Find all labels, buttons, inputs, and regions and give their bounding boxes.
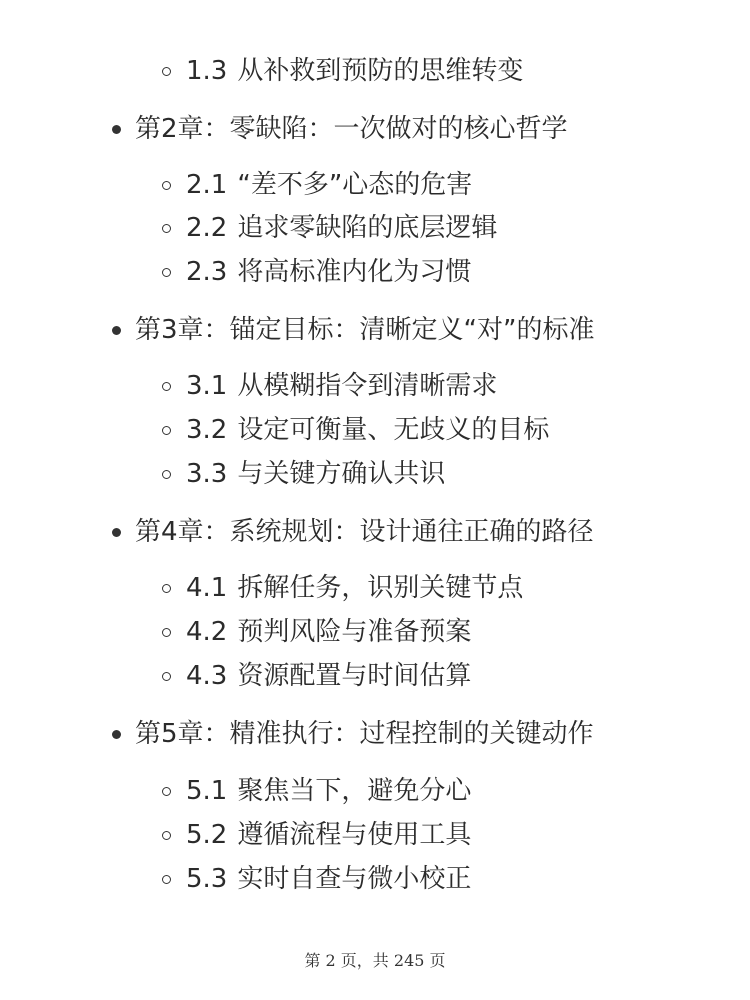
hollow-bullet-icon: [162, 831, 171, 840]
toc-section-5-2[interactable]: [162, 818, 471, 852]
toc-section-1-3[interactable]: [162, 54, 523, 88]
section-title: 实时自查与微小校正: [237, 864, 472, 894]
hollow-bullet-icon: [162, 875, 171, 884]
hollow-bullet-icon: [162, 67, 171, 76]
hollow-bullet-icon: [162, 224, 171, 233]
toc-section-2-1[interactable]: [162, 168, 472, 202]
chapter-label: 第3章：: [135, 315, 230, 345]
section-title: “差不多”心态的危害: [237, 170, 473, 200]
toc-section-4-3[interactable]: [162, 659, 471, 693]
section-title: 从模糊指令到清晰需求: [237, 371, 498, 401]
solid-bullet-icon: [112, 528, 121, 537]
toc-section-4-1[interactable]: [162, 571, 523, 605]
hollow-bullet-icon: [162, 787, 171, 796]
section-number: 4.3: [186, 661, 228, 691]
hollow-bullet-icon: [162, 382, 171, 391]
section-number: 3.3: [186, 459, 228, 489]
section-title: 与关键方确认共识: [237, 459, 446, 489]
hollow-bullet-icon: [162, 584, 171, 593]
section-number: 4.1: [186, 573, 228, 603]
chapter-title: 精准执行：过程控制的关键动作: [229, 719, 594, 749]
section-number: 1.3: [186, 56, 228, 86]
section-title: 资源配置与时间估算: [237, 661, 472, 691]
chapter-title: 系统规划：设计通往正确的路径: [229, 517, 594, 547]
chapter-label: 第5章：: [135, 719, 230, 749]
toc-section-3-1[interactable]: [162, 369, 497, 403]
section-title: 遵循流程与使用工具: [237, 820, 472, 850]
toc-chapter-4[interactable]: [112, 515, 594, 549]
toc-chapter-2[interactable]: [112, 112, 568, 146]
section-title: 拆解任务，识别关键节点: [237, 573, 524, 603]
hollow-bullet-icon: [162, 672, 171, 681]
section-number: 3.1: [186, 371, 228, 401]
section-number: 5.2: [186, 820, 228, 850]
section-number: 3.2: [186, 415, 228, 445]
solid-bullet-icon: [112, 125, 121, 134]
toc-section-2-3[interactable]: [162, 255, 471, 289]
toc-section-5-1[interactable]: [162, 774, 471, 808]
hollow-bullet-icon: [162, 181, 171, 190]
chapter-title: 锚定目标：清晰定义“对”的标准: [229, 315, 595, 345]
section-number: 5.1: [186, 776, 228, 806]
chapter-label: 第2章：: [135, 114, 230, 144]
section-title: 将高标准内化为习惯: [237, 257, 472, 287]
hollow-bullet-icon: [162, 268, 171, 277]
toc-section-3-3[interactable]: [162, 457, 445, 491]
section-number: 5.3: [186, 864, 228, 894]
toc-section-2-2[interactable]: [162, 211, 497, 245]
toc-section-4-2[interactable]: [162, 615, 471, 649]
toc-section-5-3[interactable]: [162, 862, 471, 896]
solid-bullet-icon: [112, 326, 121, 335]
toc-chapter-5[interactable]: [112, 717, 594, 751]
section-title: 预判风险与准备预案: [237, 617, 472, 647]
section-title: 追求零缺陷的底层逻辑: [237, 213, 498, 243]
chapter-title: 零缺陷：一次做对的核心哲学: [229, 114, 568, 144]
toc-section-3-2[interactable]: [162, 413, 549, 447]
chapter-label: 第4章：: [135, 517, 230, 547]
section-title: 聚焦当下，避免分心: [237, 776, 472, 806]
hollow-bullet-icon: [162, 628, 171, 637]
hollow-bullet-icon: [162, 426, 171, 435]
page-footer: 第 2 页，共 245 页: [304, 951, 446, 970]
section-number: 2.2: [186, 213, 228, 243]
toc-chapter-3[interactable]: [112, 313, 595, 347]
section-title: 从补救到预防的思维转变: [237, 56, 524, 86]
section-title: 设定可衡量、无歧义的目标: [237, 415, 550, 445]
hollow-bullet-icon: [162, 470, 171, 479]
section-number: 2.3: [186, 257, 228, 287]
section-number: 2.1: [186, 170, 228, 200]
section-number: 4.2: [186, 617, 228, 647]
solid-bullet-icon: [112, 730, 121, 739]
